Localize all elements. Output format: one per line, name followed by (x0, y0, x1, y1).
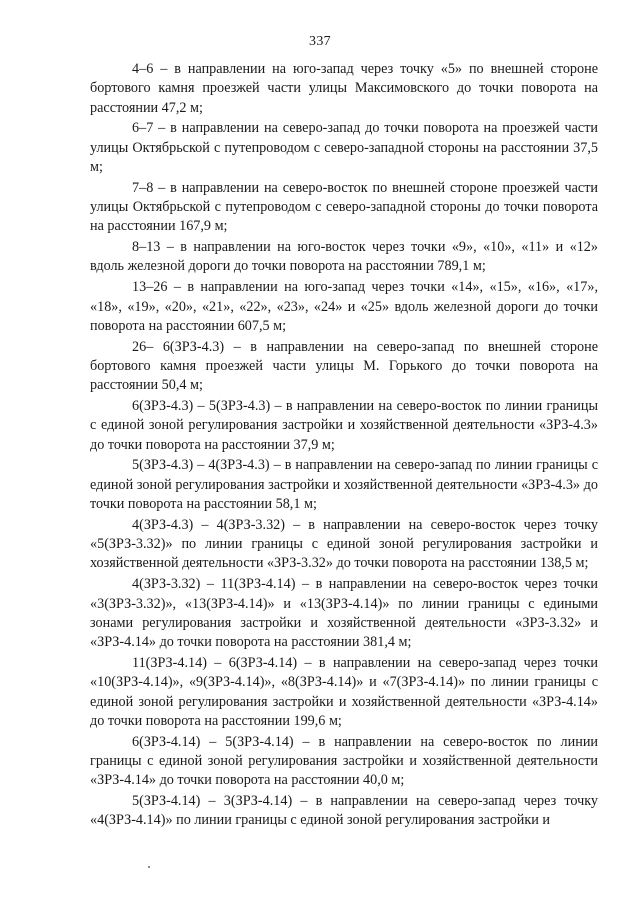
paragraph-segment-7-8: 7–8 – в направлении на северо-восток по внешней стороне проезжей части улицы Октябрьской с путепроводом с северо-западной стороны до точки поворота на расстоянии 167,9 м; (90, 179, 598, 235)
paragraph-segment-4-6: 4–6 – в направлении на юго-запад через точку «5» по внешней стороне бортового камня проезжей части улицы Максимовского до точки поворота на расстоянии 47,2 м; (90, 61, 598, 116)
paragraph-segment-11-6-zrz-4-14: 11(ЗРЗ-4.14) – 6(ЗРЗ-4.14) – в направлении на северо-запад через точки «10(ЗРЗ-4.14)», «9(ЗРЗ-4.14)», «8(ЗРЗ-4.14)» и «7(ЗРЗ-4.14)» по линии границы с единой зоной регулирования застройки и хозяйственной деятельности «ЗРЗ-4.14» до точки поворота на расстоянии 199,6 м; (90, 654, 598, 729)
paragraph-segment-6-5-zrz-4-3: 6(ЗРЗ-4.3) – 5(ЗРЗ-4.3) – в направлении на северо-восток по линии границы с единой зоной регулирования застройки и хозяйственной деятельности «ЗРЗ-4.3» до точки поворота на расстоянии 37,9 м; (90, 398, 598, 453)
paragraph-segment-4-zrz-4-3-to-4-zrz-3-32: 4(ЗРЗ-4.3) – 4(ЗРЗ-3.32) – в направлении на северо-восток через точку «5(ЗРЗ-3.32)» по линии границы с единой зоной регулирования застройки и хозяйственной деятельности «ЗРЗ-3.32» до точки поворота на расстоянии 138,5 м; (90, 516, 598, 572)
paragraph-segment-4-zrz-3-32-to-11-zrz-4-14: 4(ЗРЗ-3.32) – 11(ЗРЗ-4.14) – в направлении на северо-восток через точки «3(ЗРЗ-3.32)», «13(ЗРЗ-4.14)» и «13(ЗРЗ-4.14)» по линии границы с едиными зонами регулирования застройки и хозяйственной деятельности «ЗРЗ-3.32» и «ЗРЗ-4.14» до точки поворота на расстоянии 381,4 м; (90, 576, 598, 651)
page-number: 337 (309, 34, 331, 49)
paragraph-segment-6-5-zrz-4-14: 6(ЗРЗ-4.14) – 5(ЗРЗ-4.14) – в направлении на северо-восток по линии границы с единой зоной регулирования застройки и хозяйственной деятельности «ЗРЗ-4.14» до точки поворота на расстоянии 40,0 м; (90, 733, 598, 789)
paragraph-segment-26-6-zrz-4-3: 26– 6(ЗРЗ-4.3) – в направлении на северо-запад по внешней стороне бортового камня проезжей части улицы М. Горького до точки поворота на расстоянии 50,4 м; (90, 338, 598, 394)
paragraph-segment-6-7: 6–7 – в направлении на северо-запад до точки поворота на проезжей части улицы Октябрьской с путепроводом с северо-западной стороны на расстоянии 37,5 м; (90, 120, 598, 175)
document-body (90, 60, 598, 832)
paragraph-segment-13-26: 13–26 – в направлении на юго-запад через точки «14», «15», «16», «17», «18», «19», «20», «21», «22», «23», «24» и «25» вдоль железной дороги до точки поворота на расстоянии 607,5 м; (90, 279, 598, 334)
paragraph-segment-5-4-zrz-4-3: 5(ЗРЗ-4.3) – 4(ЗРЗ-4.3) – в направлении на северо-запад по линии границы с единой зоной регулирования застройки и хозяйственной деятельности «ЗРЗ-4.3» до точки поворота на расстоянии 58,1 м; (90, 457, 598, 513)
paragraph-segment-5-3-zrz-4-14: 5(ЗРЗ-4.14) – 3(ЗРЗ-4.14) – в направлении на северо-запад через точку «4(ЗРЗ-4.14)» по линии границы с единой зоной регулирования застройки и (90, 792, 598, 829)
scan-speck (148, 866, 150, 868)
paragraph-segment-8-13: 8–13 – в направлении на юго-восток через точки «9», «10», «11» и «12» вдоль железной дороги до точки поворота на расстоянии 789,1 м; (90, 239, 598, 275)
